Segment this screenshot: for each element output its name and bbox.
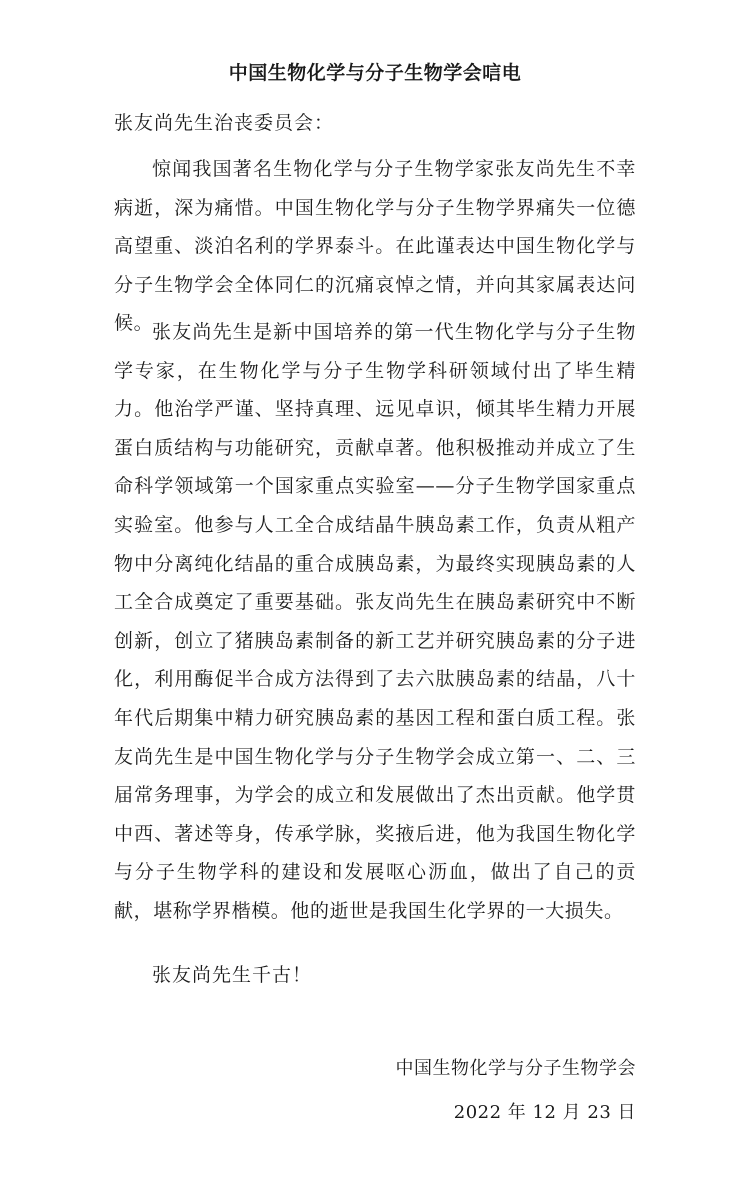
body-paragraph-2: 张友尚先生是新中国培养的第一代生物化学与分子生物学专家，在生物化学与分子生物学科研领域付出了毕生精力。他治学严谨、坚持真理、远见卓识，倾其毕生精力开展蛋白质结构与功能研究，贡献卓著。他积极推动并成立了生命科学领域第一个国家重点实验室——分子生物学国家重点实验室。他参与人工全合成结晶牛胰岛素工作，负责从粗产物中分离纯化结晶的重合成胰岛素，为最终实现胰岛素的人工全合成奠定了重要基础。张友尚先生在胰岛素研究中不断创新，创立了猪胰岛素制备的新工艺并研究胰岛素的分子进化，利用酶促半合成方法得到了去六肽胰岛素的结晶，八十年代后期集中精力研究胰岛素的基因工程和蛋白质工程。张友尚先生是中国生物化学与分子生物学会成立第一、二、三届常务理事，为学会的成立和发展做出了杰出贡献。他学贯中西、著述等身，传承学脉，奖掖后进，他为我国生物化学与分子生物学科的建设和发展呕心沥血，做出了自己的贡献，堪称学界楷模。他的逝世是我国生化学界的一大损失。	[114, 321, 636, 922]
salutation: 张友尚先生治丧委员会：	[114, 112, 335, 134]
signature-date: 2022 年 12 月 23 日	[453, 1102, 636, 1123]
body-paragraph-1: 惊闻我国著名生物化学与分子生物学家张友尚先生不幸病逝，深为痛惜。中国生物化学与分子生物学界痛失一位德高望重、淡泊名利的学界泰斗。在此谨表达中国生物化学与分子生物学会全体同仁的沉痛哀悼之情，并向其家属表达问候。	[114, 158, 636, 335]
letter-title: 中国生物化学与分子生物学会唁电	[228, 62, 522, 84]
closing-line: 张友尚先生千古！	[152, 964, 313, 986]
signature-organization: 中国生物化学与分子生物学会	[395, 1058, 636, 1079]
